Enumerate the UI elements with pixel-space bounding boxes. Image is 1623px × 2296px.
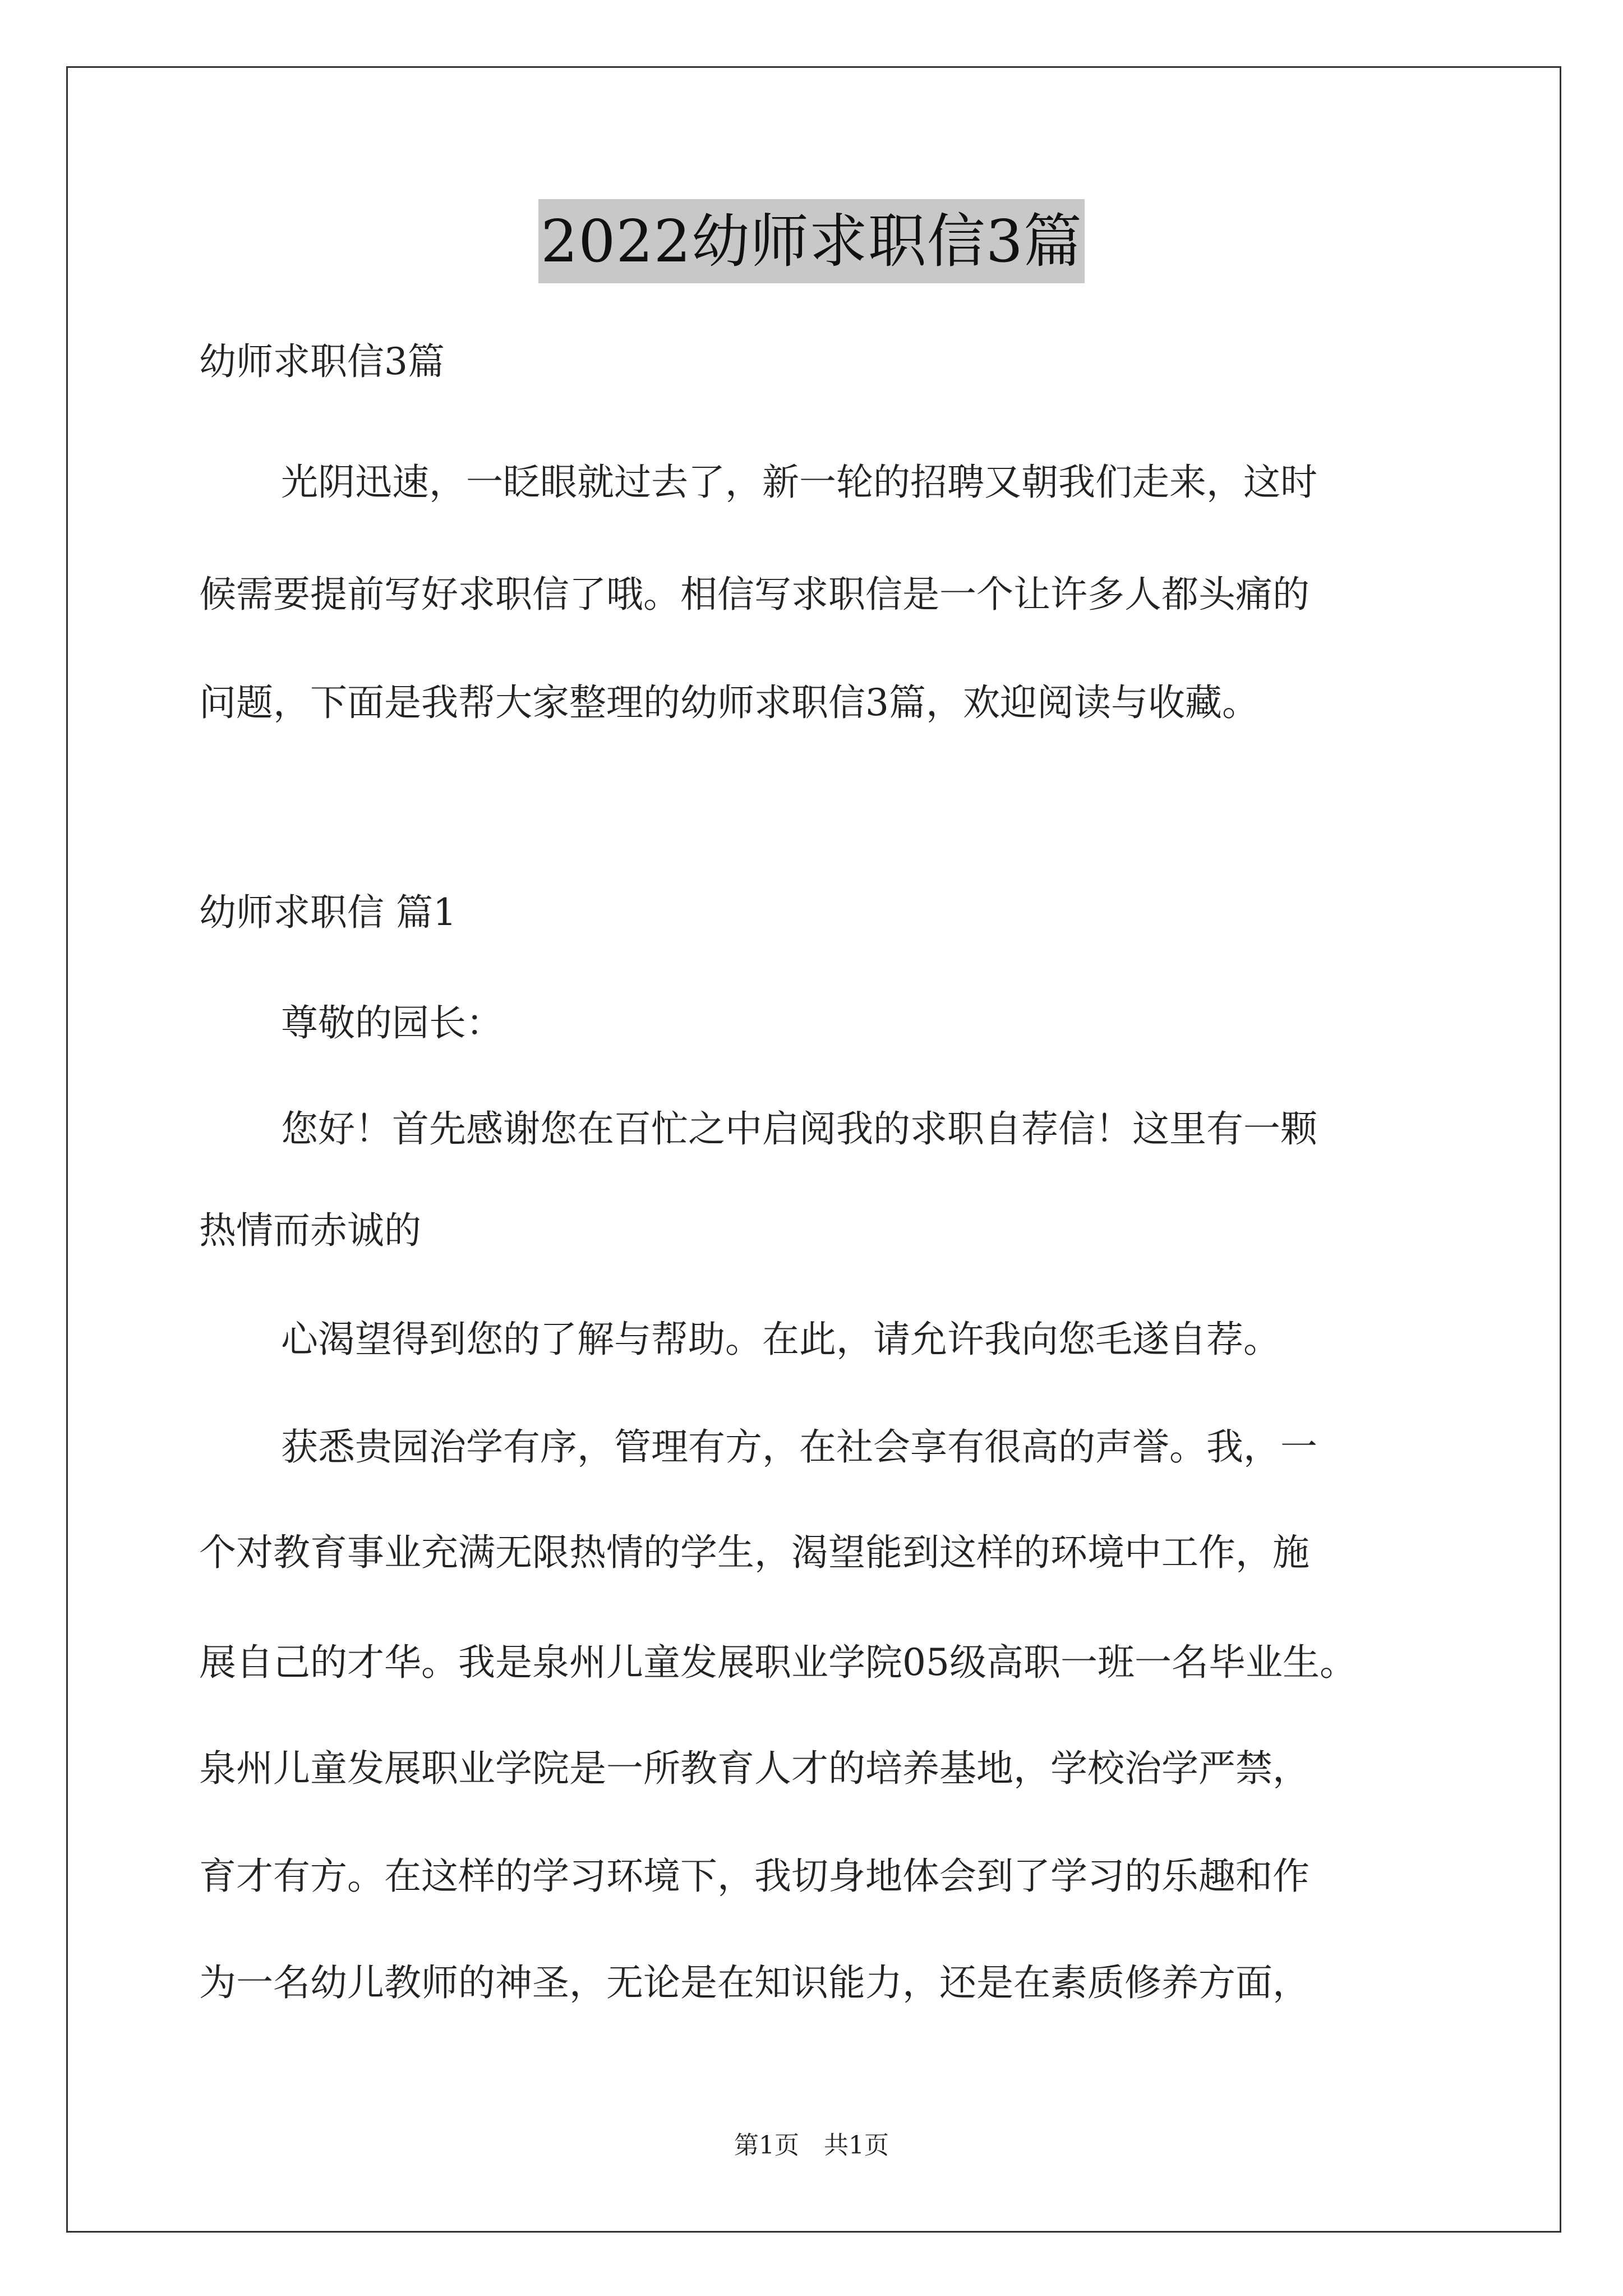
- title-container: [0, 199, 1623, 283]
- intro-line-2: 候需要提前写好求职信了哦。相信写求职信是一个让许多人都头痛的: [199, 573, 1310, 616]
- intro-line-3: 问题，下面是我帮大家整理的幼师求职信3篇，欢迎阅读与收藏。: [199, 681, 1259, 724]
- body-line-7: 泉州儿童发展职业学院是一所教育人才的培养基地，学校治学严禁，: [199, 1747, 1310, 1790]
- body-line-3: 心渴望得到您的了解与帮助。在此，请允许我向您毛遂自荐。: [281, 1318, 1280, 1361]
- body-line-4: 获悉贵园治学有序，管理有方，在社会享有很高的声誉。我，一: [281, 1425, 1317, 1469]
- body-line-2: 热情而赤诚的: [199, 1209, 421, 1252]
- body-line-1: 您好！首先感谢您在百忙之中启阅我的求职自荐信！这里有一颗: [281, 1107, 1317, 1151]
- subtitle: 幼师求职信3篇: [199, 340, 445, 383]
- page-footer: [0, 2129, 1623, 2162]
- document-title: 2022幼师求职信3篇: [538, 199, 1085, 283]
- body-line-8: 育才有方。在这样的学习环境下，我切身地体会到了学习的乐趣和作: [199, 1855, 1310, 1898]
- body-line-9: 为一名幼儿教师的神圣，无论是在知识能力，还是在素质修养方面，: [199, 1961, 1310, 2004]
- section-heading: 幼师求职信 篇1: [199, 891, 457, 934]
- body-line-5: 个对教育事业充满无限热情的学生，渴望能到这样的环境中工作，施: [199, 1531, 1310, 1574]
- body-line-6: 展自己的才华。我是泉州儿童发展职业学院05级高职一班一名毕业生。: [199, 1641, 1357, 1684]
- page-number: 第1页 共1页: [734, 2131, 889, 2160]
- intro-line-1: 光阴迅速，一眨眼就过去了，新一轮的招聘又朝我们走来，这时: [281, 461, 1317, 504]
- salutation: 尊敬的园长：: [281, 1001, 503, 1045]
